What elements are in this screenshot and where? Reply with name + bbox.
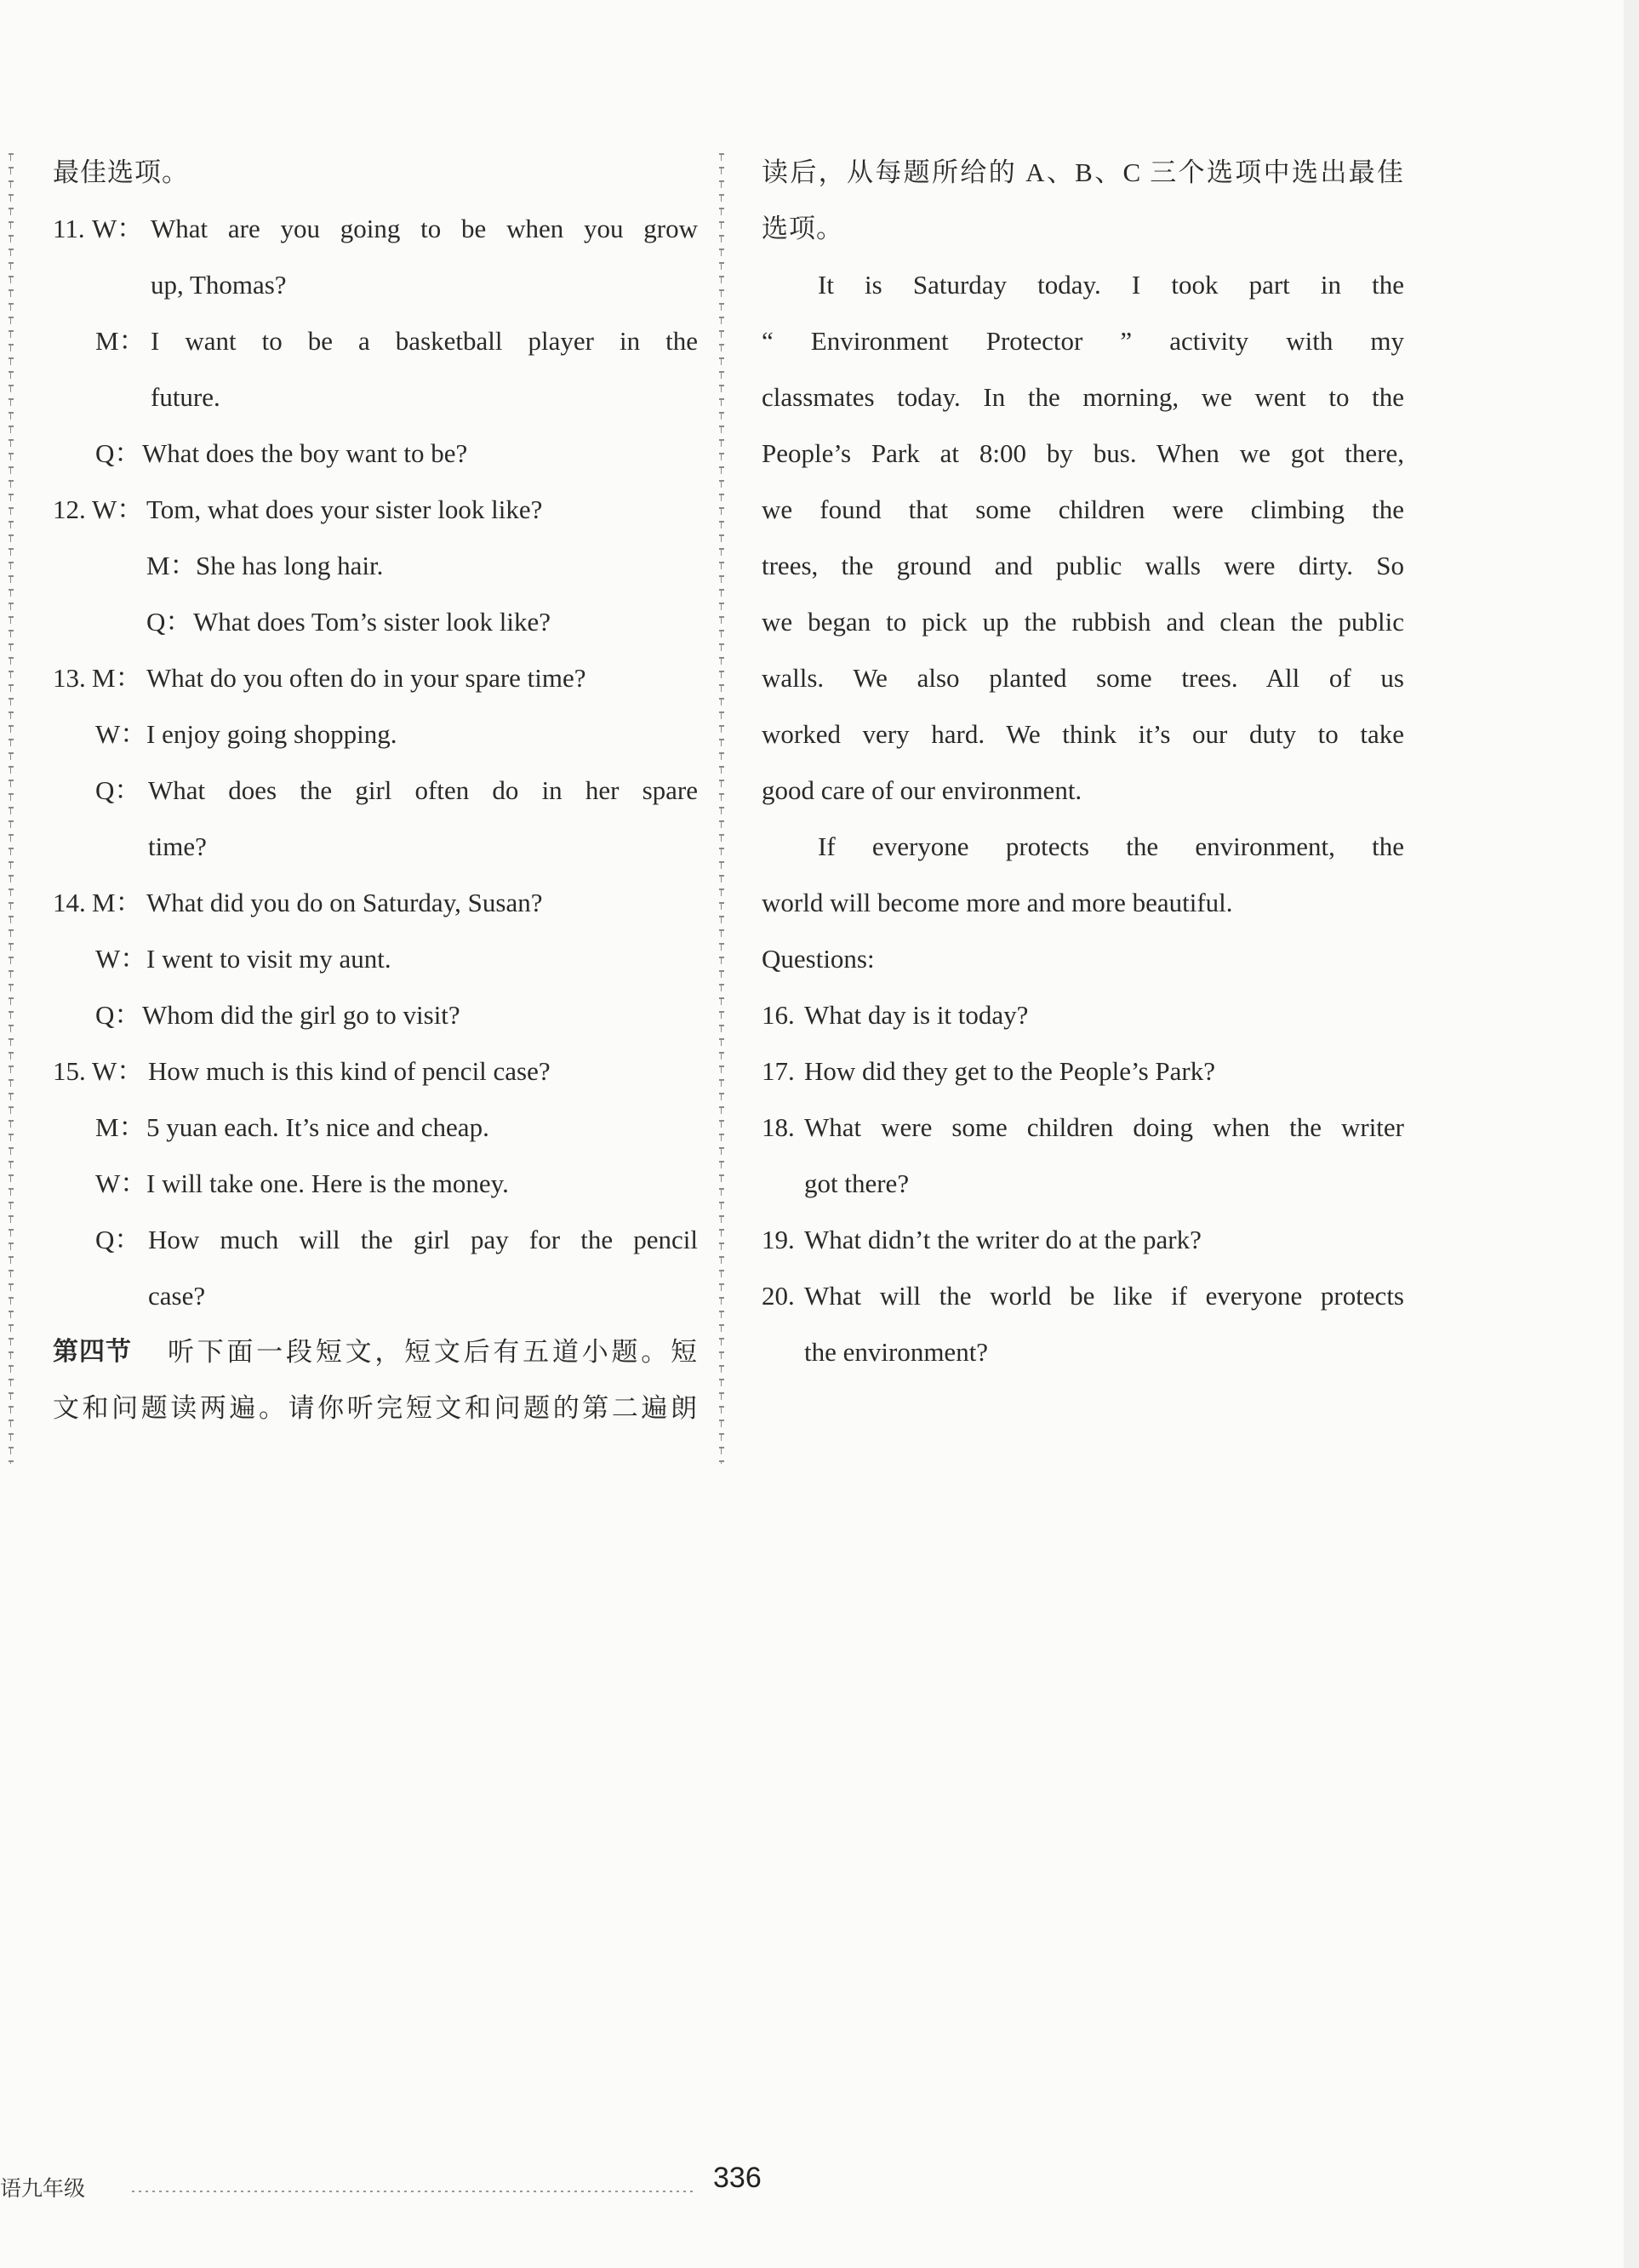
passage-line: walls. We also planted some trees. All of us (762, 663, 1404, 693)
binding-line-left (9, 153, 14, 1464)
question-text: What were some children doing when the writer (804, 1112, 1404, 1142)
q15-m-line (53, 1100, 698, 1156)
questions-label: Questions: (762, 944, 875, 974)
passage-line: we found that some children were climbing the (762, 494, 1404, 524)
page-number: 336 (713, 2162, 762, 2194)
speaker: W： (92, 494, 144, 524)
dialogue-text: I enjoy going shopping. (146, 719, 397, 749)
dialogue-text: What do you often do in your spare time? (146, 663, 586, 693)
q13-question-line2: time? (148, 831, 207, 861)
section-label: 第四节 (53, 1337, 132, 1367)
passage-line: People’s Park at 8:00 by bus. When we got there, (762, 438, 1404, 468)
passage-line: good care of our environment. (762, 775, 1082, 805)
dialogue-text: Tom, what does your sister look like? (146, 494, 543, 524)
speaker: W： (95, 1168, 147, 1198)
section4-heading-line1 (53, 1324, 698, 1380)
speaker: W： (92, 214, 144, 243)
question-text: How did they get to the People’s Park? (804, 1056, 1215, 1086)
footer-label: 语九年级 (0, 2176, 86, 2201)
q14-question (53, 987, 698, 1043)
footer-dotted-rule (132, 2191, 694, 2192)
question-text: What day is it today? (804, 1000, 1029, 1030)
question-17 (762, 1043, 1404, 1100)
instruction-line1: 读后，从每题所给的 A、B、C 三个选项中选出最佳 (762, 157, 1404, 187)
section4-heading-line2: 文和问题读两遍。请你听完短文和问题的第二遍朗 (53, 1393, 698, 1423)
q13-m-line (53, 650, 698, 706)
question-16 (762, 987, 1404, 1043)
q15-w2-line (53, 1156, 698, 1212)
speaker: Q： (95, 438, 141, 468)
dialogue-text: 5 yuan each. It’s nice and cheap. (146, 1112, 489, 1142)
page-edge (1624, 0, 1639, 2268)
question-19 (762, 1212, 1404, 1268)
speaker: M： (95, 326, 146, 356)
question-number: 19. (762, 1225, 795, 1254)
q11-question (53, 426, 698, 482)
dialogue-text: I will take one. Here is the money. (146, 1168, 509, 1198)
question-text: Whom did the girl go to visit? (142, 1000, 460, 1030)
speaker: M： (92, 663, 142, 693)
speaker: Q： (95, 1000, 141, 1030)
question-number: 14. (53, 888, 86, 917)
passage-line: It is Saturday today. I took part in the (818, 270, 1404, 300)
question-number: 20. (762, 1281, 795, 1311)
question-text: What does the girl often do in her spare (148, 775, 698, 805)
dialogue-text: I went to visit my aunt. (146, 944, 391, 974)
passage-line: If everyone protects the environment, the (818, 831, 1404, 861)
question-20-line2: the environment? (804, 1337, 989, 1367)
q12-w-line (53, 482, 698, 538)
question-text: What didn’t the writer do at the park? (804, 1225, 1202, 1254)
speaker: W： (95, 719, 147, 749)
speaker: Q： (95, 775, 141, 805)
dialogue-text: What are you going to be when you grow (151, 214, 698, 243)
binding-line-middle (719, 153, 724, 1464)
passage-line: “ Environment Protector ” activity with my (762, 326, 1404, 356)
passage-line: worked very hard. We think it’s our duty to take (762, 719, 1404, 749)
q14-w-line (53, 931, 698, 987)
question-number: 16. (762, 1000, 795, 1030)
q14-m-line (53, 875, 698, 931)
intro-text: 最佳选项。 (53, 157, 189, 187)
instruction-line2: 选项。 (762, 214, 843, 243)
q11-w-line2: up, Thomas? (151, 270, 287, 300)
speaker: W： (92, 1056, 144, 1086)
q13-question-line1 (53, 763, 698, 819)
question-20-line1 (762, 1268, 1404, 1324)
left-column (53, 145, 698, 1437)
question-text: How much will the girl pay for the pencil (148, 1225, 698, 1254)
question-text: What will the world be like if everyone protects (804, 1281, 1404, 1311)
speaker: W： (95, 944, 147, 974)
question-text: What does the boy want to be? (142, 438, 468, 468)
passage-line: world will become more and more beautiful. (762, 888, 1233, 917)
speaker: Q： (146, 607, 192, 637)
right-column (762, 145, 1404, 1380)
section-instruction: 听下面一段短文，短文后有五道小题。短 (168, 1337, 698, 1367)
question-18-line2: got there? (804, 1168, 910, 1198)
speaker: M： (95, 1112, 146, 1142)
question-number: 17. (762, 1056, 795, 1086)
passage-line: we began to pick up the rubbish and clean the public (762, 607, 1404, 637)
q11-m-line1 (53, 313, 698, 369)
dialogue-text: I want to be a basketball player in the (151, 326, 698, 356)
q15-question-line2: case? (148, 1281, 206, 1311)
question-number: 11. (53, 214, 85, 243)
question-text: What does Tom’s sister look like? (193, 607, 551, 637)
dialogue-text: How much is this kind of pencil case? (148, 1056, 551, 1086)
question-number: 18. (762, 1112, 795, 1142)
dialogue-text: What did you do on Saturday, Susan? (146, 888, 543, 917)
question-18-line1 (762, 1100, 1404, 1156)
dialogue-text: She has long hair. (196, 551, 384, 580)
passage-line: classmates today. In the morning, we went to the (762, 382, 1404, 412)
q15-w-line (53, 1043, 698, 1100)
question-number: 12. (53, 494, 86, 524)
q13-w-line (53, 706, 698, 763)
q11-w-line1 (53, 201, 698, 257)
q12-m-line (53, 538, 698, 594)
q11-m-line2: future. (151, 382, 220, 412)
question-number: 15. (53, 1056, 86, 1086)
passage-line: trees, the ground and public walls were dirty. So (762, 551, 1404, 580)
q15-question-line1 (53, 1212, 698, 1268)
speaker: M： (92, 888, 142, 917)
speaker: M： (146, 551, 197, 580)
question-number: 13. (53, 663, 86, 693)
q12-question (53, 594, 698, 650)
speaker: Q： (95, 1225, 141, 1254)
